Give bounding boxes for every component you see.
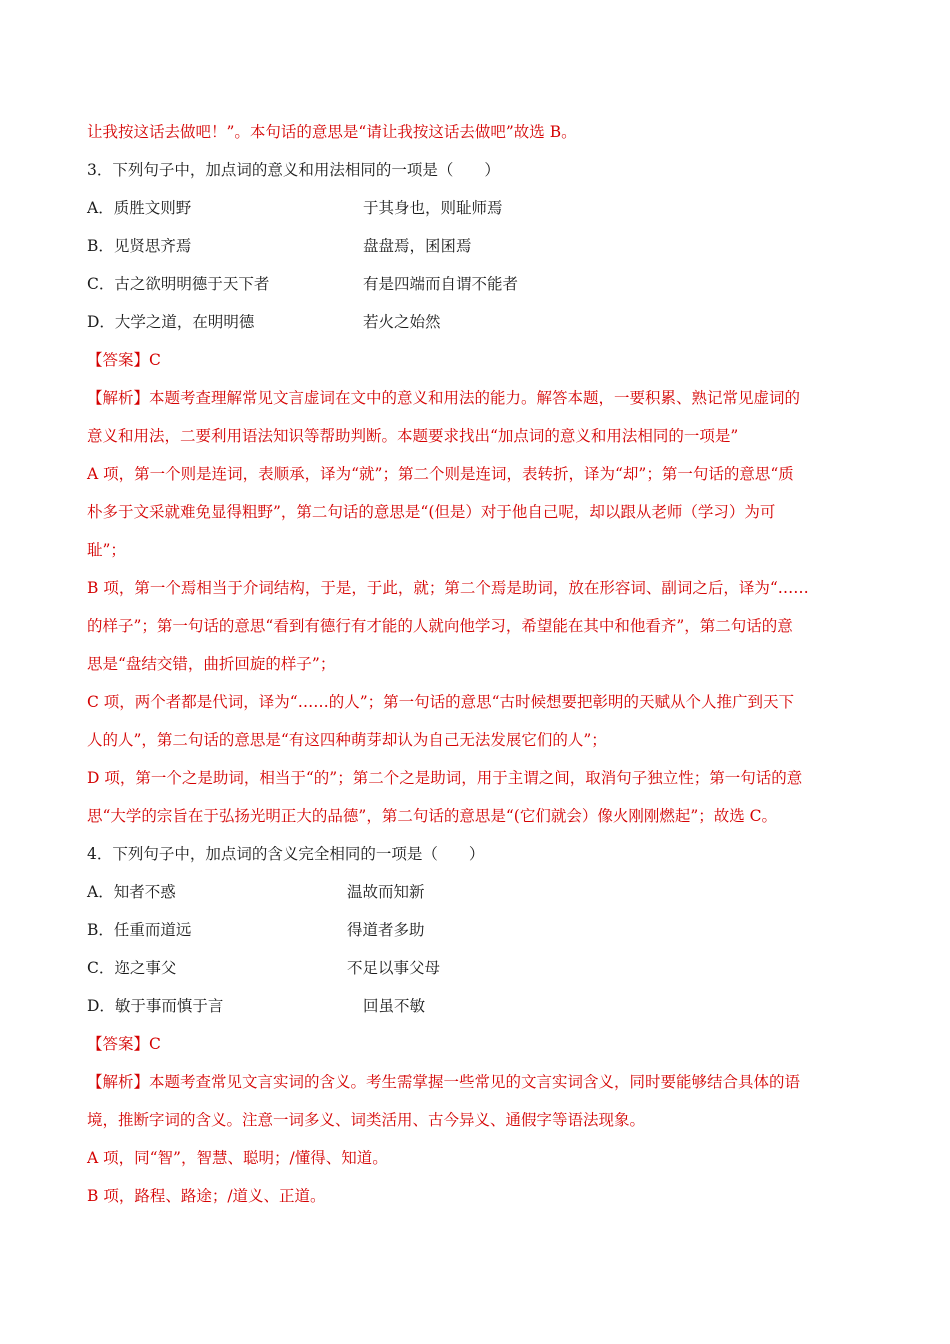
q3-analysis-line: 思“大学的宗旨在于弘扬光明正大的品德”，第二句话的意思是“(它们就会）像火刚刚燃起”；故选 C。 [87, 807, 778, 825]
q3-analysis-line: C 项，两个者都是代词，译为“……的人”；第一句话的意思“古时候想要把彰明的天赋从个人推广到天下 [87, 693, 795, 711]
q3-analysis-line: B 项，第一个焉相当于介词结构，于是，于此，就；第二个焉是助词，放在形容词、副词之后，译为“…… [87, 579, 809, 597]
q4-option-a-left: A．知者不惑 [87, 883, 176, 901]
q3-analysis-line: 意义和用法，二要利用语法知识等帮助判断。本题要求找出“加点词的意义和用法相同的一项是” [87, 427, 739, 445]
q3-analysis-line: 耻”； [87, 541, 126, 559]
q3-option-c-right: 有是四端而自谓不能者 [363, 275, 519, 293]
q3-analysis-line: 【解析】本题考查理解常见文言虚词在文中的意义和用法的能力。解答本题，一要积累、熟记常见虚词的 [87, 389, 801, 407]
q3-option-b-left: B．见贤思齐焉 [87, 237, 192, 255]
q4-option-c-right: 不足以事父母 [347, 959, 441, 977]
q4-option-b-right: 得道者多助 [347, 921, 425, 939]
q3-option-c-left: C．古之欲明明德于天下者 [87, 275, 270, 293]
q3-analysis-line: 朴多于文采就难免显得粗野”，第二句话的意思是“(但是）对于他自己呢，却以跟从老师（学习）为可 [87, 503, 776, 521]
q3-analysis-line: A 项，第一个则是连词，表顺承，译为“就”；第二个则是连词，表转折，译为“却”；第一句话的意思“质 [87, 465, 794, 483]
q3-analysis-line: D 项，第一个之是助词，相当于“的”；第二个之是助词，用于主谓之间，取消句子独立性；第一句话的意 [87, 769, 803, 787]
q3-option-a-left: A．质胜文则野 [87, 199, 192, 217]
q3-option-b-right: 盘盘焉，囷囷焉 [363, 237, 472, 255]
q4-analysis-line: 境，推断字词的含义。注意一词多义、词类活用、古今异义、通假字等语法现象。 [87, 1111, 646, 1129]
q4-option-c-left: C．迩之事父 [87, 959, 177, 977]
q3-analysis-line: 人的人”，第二句话的意思是“有这四种萌芽却认为自己无法发展它们的人”； [87, 731, 607, 749]
q4-option-b-left: B．任重而道远 [87, 921, 192, 939]
q3-analysis-line: 的样子”；第一句话的意思“看到有德行有才能的人就向他学习，希望能在其中和他看齐”，第二句话的意 [87, 617, 793, 635]
q3-option-d-right: 若火之始然 [363, 313, 441, 331]
q4-analysis-line: 【解析】本题考查常见文言实词的含义。考生需掌握一些常见的文言实词含义，同时要能够结合具体的语 [87, 1073, 801, 1091]
question-4-stem: 4．下列句子中，加点词的含义完全相同的一项是（ ） [87, 845, 485, 863]
q3-option-d-left: D．大学之道，在明明德 [87, 313, 255, 331]
q4-analysis-line: B 项，路程、路途；/道义、正道。 [87, 1187, 326, 1205]
q4-answer: 【答案】C [87, 1035, 161, 1053]
q3-answer: 【答案】C [87, 351, 161, 369]
intro-text: 让我按这话去做吧！”。本句话的意思是“请让我按这话去做吧”故选 B。 [87, 123, 577, 141]
q3-option-a-right: 于其身也，则耻师焉 [363, 199, 503, 217]
q4-analysis-line: A 项，同“智”，智慧、聪明；/懂得、知道。 [87, 1149, 388, 1167]
q4-option-d-left: D．敏于事而慎于言 [87, 997, 224, 1015]
q4-option-d-right: 回虽不敏 [363, 997, 426, 1015]
q4-option-a-right: 温故而知新 [347, 883, 425, 901]
q3-analysis-line: 思是“盘结交错，曲折回旋的样子”； [87, 655, 336, 673]
question-3-stem: 3．下列句子中，加点词的意义和用法相同的一项是（ ） [87, 161, 500, 179]
